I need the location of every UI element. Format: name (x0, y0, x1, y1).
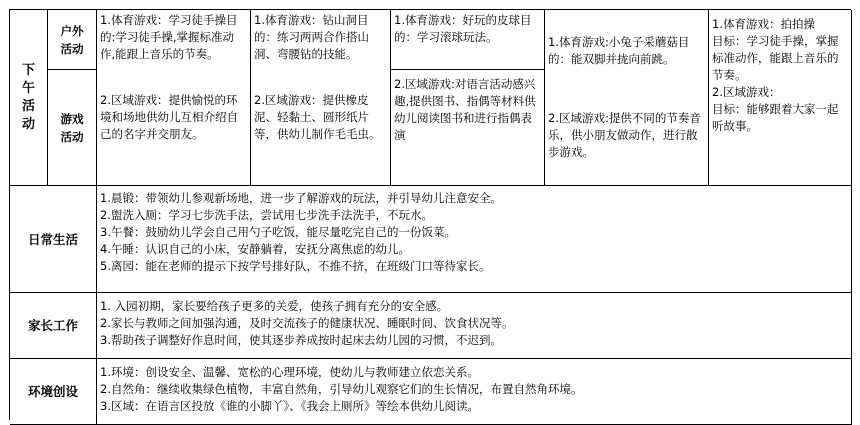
day1-outdoor-text: 1.体育游戏：学习徒手操目的:学习徒手操,掌握标准动作,能跟上音乐的节奏。 (100, 13, 238, 61)
day5-line: 标准动作，能跟上音乐的 (712, 51, 839, 65)
outdoor-activity-header (48, 10, 97, 70)
day3-area-cell (391, 70, 545, 186)
family-work-header (10, 293, 97, 359)
environment-item: 1.环境：创设安全、温馨、宽松的心理环境，使幼儿与教师建立依恋关系。 (100, 365, 479, 379)
day1-area-text: 2.区域游戏：提供愉悦的环境和场地供幼儿互相介绍自己的名字并交朋友。 (100, 93, 238, 141)
environment-label: 环境创设 (27, 384, 78, 399)
afternoon-activity-header (10, 10, 48, 186)
day2-outdoor-text: 1.体育游戏：钻山洞目的：练习两两合作搭山洞、弯腰钻的技能。 (254, 13, 369, 61)
family-item: 3.帮助孩子调整好作息时间，使其逐步养成按时起床去幼儿园的习惯，不迟到。 (100, 333, 502, 347)
day5-line: 1.体育游戏：拍拍操 (712, 17, 815, 31)
day2-afternoon-cell (251, 10, 391, 186)
day1-afternoon-cell (97, 10, 251, 186)
daily-life-header (10, 186, 97, 293)
day4-area-text: 2.区域游戏:提供不同的节奏音乐，供小朋友做动作，进行散步游戏。 (548, 111, 701, 159)
day5-line: 节奏。 (712, 68, 747, 82)
daily-life-cell (97, 186, 852, 293)
day5-line: 2.区域游戏： (712, 85, 781, 99)
day4-afternoon-cell (545, 10, 709, 186)
daily-life-label: 日常生活 (27, 231, 78, 247)
day4-outdoor-text: 1.体育游戏:小兔子采蘑菇目的：能双脚并拢向前跳。 (548, 35, 690, 66)
family-work-cell (97, 293, 852, 359)
day3-area-text: 2.区域游戏:对语言活动感兴趣,提供图书、指偶等材料供幼儿阅读图书和进行指偶表演 (394, 77, 536, 142)
daily-item: 2.盥洗入厕：学习七步洗手法，尝试用七步洗手法洗手，不玩水。 (100, 208, 433, 222)
day2-area-text: 2.区域游戏：提供橡皮泥、轻黏土、圆形纸片等，供幼儿制作毛毛虫。 (254, 93, 381, 141)
daily-item: 5.离园：能在老师的提示下按学号排好队，不推不挤，在班级门口等待家长。 (100, 259, 491, 273)
day3-outdoor-text: 1.体育游戏：好玩的皮球目的：学习滚球玩法。 (394, 13, 532, 44)
environment-item: 3.区域：在语言区投放《谁的小脚丫》、《我会上厕所》等绘本供幼儿阅读。 (100, 399, 479, 413)
outdoor-activity-label: 户外活动 (60, 23, 84, 56)
game-activity-header (48, 70, 97, 186)
day5-line: 目标：学习徒手操，掌握 (712, 34, 839, 48)
game-activity-label: 游戏活动 (60, 111, 84, 144)
family-item: 2.家长与教师之间加强沟通，及时交流孩子的健康状况、睡眠时间、饮食状况等。 (100, 316, 514, 330)
day5-line: 目标：能够跟着大家一起 (712, 102, 839, 116)
daily-item: 4.午睡：认识自己的小床，安静躺着，安抚分离焦虑的幼儿。 (100, 242, 410, 256)
family-item: 1. 入园初期，家长要给孩子更多的关爱，使孩子拥有充分的安全感。 (100, 299, 449, 313)
environment-cell (97, 359, 852, 425)
day3-outdoor-cell (391, 10, 545, 70)
day5-afternoon-cell (709, 10, 852, 186)
environment-header (10, 359, 97, 425)
daily-item: 3.午餐：鼓励幼儿学会自己用勺子吃饭，能尽量吃完自己的一份饭菜。 (100, 225, 456, 239)
day5-line: 听故事。 (712, 119, 758, 133)
weekly-plan-table (9, 9, 851, 420)
daily-item: 1.晨锻：带领幼儿参观新场地，进一步了解游戏的玩法，并引导幼儿注意安全。 (100, 191, 502, 205)
environment-item: 2.自然角：继续收集绿色植物，丰富自然角，引导幼儿观察它们的生长情况，布置自然角环境。 (100, 382, 583, 396)
family-work-label: 家长工作 (27, 318, 78, 333)
afternoon-activity-label: 下午活动 (21, 62, 35, 132)
